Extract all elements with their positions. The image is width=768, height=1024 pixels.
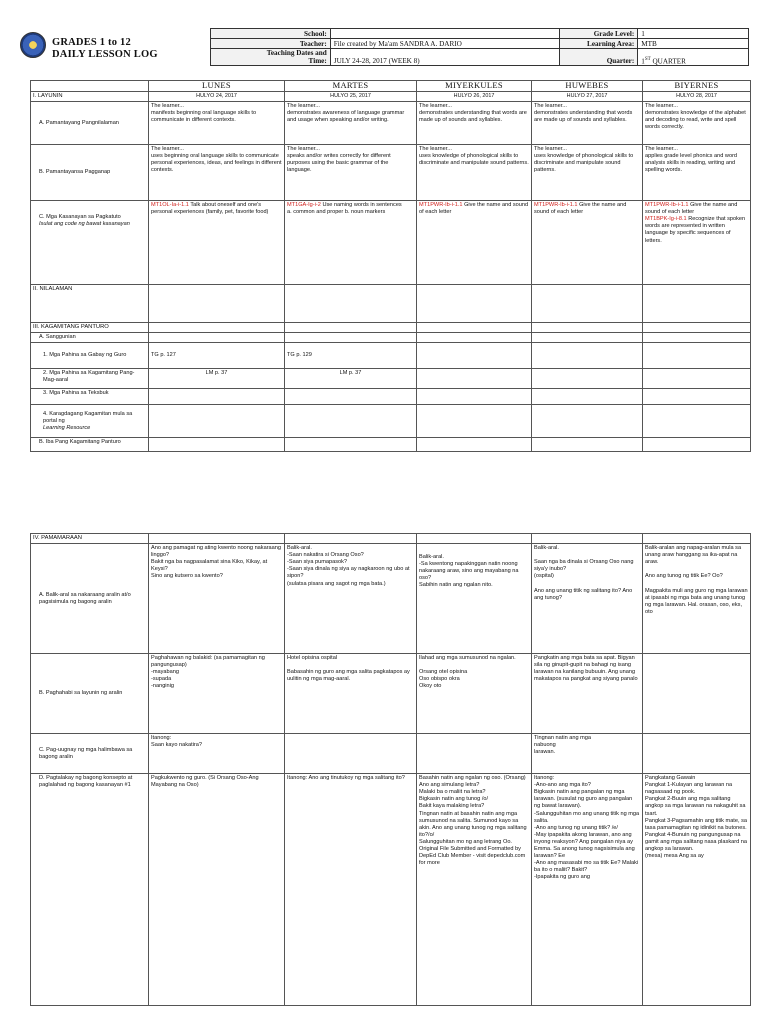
table-cell: The learner... demonstrates awareness of language grammar and usage when speaking and/or writing. [285,102,417,145]
section-pamamaraan: IV. PAMAMARAAN [31,534,149,544]
day-header: MARTES [285,81,417,92]
row-label: C. Mga Kasanayan sa Pagkatuto Isulat ang code ng bawat kasanayan [31,201,149,285]
table-cell: Hotel opisina ospital Babasahin ng guro ang mga salita pagkatapos ay uulitin ng mga mag-aaral. [285,654,417,734]
learning-area-label: Learning Area: [560,39,638,49]
row-label: B. Pamantayansa Pagganap [31,145,149,201]
table-cell: Itanong: Saan kayo nakatira? [149,734,285,774]
table-row [31,544,751,654]
table-cell: Balik-aral. -Saan nakatira si Orsang Oso? -Saan siya pumapasok? -Saan siya dinala ng siya ay nagkaroon ng ubo at sipon? (sulatsa pisara ang sagot ng mga bata.) [285,544,417,654]
table-cell: Ano ang pamagat ng ating kwento noong nakaraang linggo? Bakit nga ba nagpasalamat sina Kiko, Kikay, at Keysi? Sino ang kutsero sa kwento? [149,544,285,654]
row-label: A. Balik-aral sa nakaraang aralin at/o pagsisimula ng bagong aralin [31,544,149,654]
table-cell: Balik-aral. -Sa kwentong napakinggan natin noong nakaraang araw, sino ang mayabang na oso? Sabihin natin ang ngalan nito. [417,544,532,654]
table-cell: Pangkatang Gawain Pangkat 1-Kulayan ang larawan na nagsasaad ng pook. Pangkat 2-Buuin ang mga salitang angkop sa mga larawan na nakaguhit sa tsart. Pangkat 3-Pagsamahin ang titik mate, sa tasa pamamagitan ng idinikit na butones. Pangkat 4-Bunuin ng pangungusap na gamit ang mga salitang nasa plaskard na angkop sa larawan. (mesa) mesa Ang sa ay [643,774,751,1006]
table-row [31,323,751,333]
row-label: 1. Mga Pahina sa Gabay ng Guro [31,343,149,369]
day-header-row [31,81,751,92]
teacher-value: File created by Ma'am SANDRA A. DARIO [330,39,560,49]
table-cell: Tingnan natin ang mga nabuong larawan. [532,734,643,774]
table-cell: Balik-aral. Saan nga ba dinala si Orsang Oso nang siya'y inubo? (ospital) Ano ang unang titik ng salitang ito? Ano ang tunog? [532,544,643,654]
table-row [31,774,751,1006]
grade-level-value: 1 [638,29,749,39]
table-cell: Pangkatin ang mga bata sa apat. Bigyan sila ng ginupit-gupit na bahagi ng isang larawan na kanilang bubuuin. Ang unang makatapos na pangkat ang siyang panalo [532,654,643,734]
table-row [31,405,751,438]
row-label: 4. Karagdagang Kagamitan mula sa portal ng Learning Resource [31,405,149,438]
table-cell: Itanong: -Ano-ano ang mga ito? Bigkasin natin ang pangalan ng mga larawan. (susulat ng guro ang pangalan ng bawat larawan). -Salungguhitan mo ang unang titik ng mga salita. -Ano ang tunog ng unang titik? /e/ -May ipapakita akong larawan, ano ang inyong reaksyon? Ang pangalan niya ay Emma. Sa anong tunog nagsisimula ang larawan? Ee -Ano ang masasabi mo sa titik Ee? Malaki ba ito o maliit? Bakit? -Ipapakita ng guro ang [532,774,643,1006]
row-label: C. Pag-uugnay ng mga halimbawa sa bagong aralin [31,734,149,774]
table-cell: The learner... demonstrates knowledge of the alphabet and decoding to read, write and spell words correctly. [643,102,751,145]
date-cell: HULYO 27, 2017 [532,92,643,102]
row-label: A. Sanggunian [31,333,149,343]
row-label: B. Paghahabi sa layunin ng aralin [31,654,149,734]
lesson-log-header [18,28,749,72]
day-header: HUWEBES [532,81,643,92]
table-cell: The learner... manifests beginning oral language skills to communicate in different contexts. [149,102,285,145]
section-nilalaman: II. NILALAMAN [31,285,149,323]
brand-title: GRADES 1 to 12 DAILY LESSON LOG [52,37,158,60]
row-label: B. Iba Pang Kagamitang Panturo [31,438,149,452]
table-row [31,201,751,285]
table-cell: The learner... speaks and/or writes correctly for different purposes using the basic grammar of the language. [285,145,417,201]
teaching-dates-label: Teaching Dates and Time: [211,49,331,66]
table-row [31,285,751,323]
table-cell: The learner... demonstrates understanding that words are made up of sounds and syllables. [532,102,643,145]
table-cell [417,734,532,774]
learning-area-value: MTB [638,39,749,49]
table-cell: LM p. 37 [149,369,285,389]
table-cell: MT1GA-Ig-i-2 Use naming words in sentences a. common and proper b. noun markers [285,201,417,285]
table-row [31,438,751,452]
table-cell: TG p. 129 [285,343,417,369]
table-cell: MT1PWR-Ib-i-1.1 Give the name and sound of each letter [417,201,532,285]
table-row [31,145,751,201]
table-cell: LM p. 37 [285,369,417,389]
section-kagamitan: III. KAGAMITANG PANTURO [31,323,149,333]
date-cell: HULYO 28, 2017 [643,92,751,102]
table-row [31,534,751,544]
deped-seal-icon [20,32,46,58]
teacher-label: Teacher: [211,39,331,49]
date-cell: HULYO 24, 2017 [149,92,285,102]
table-row [31,102,751,145]
table-row [31,343,751,369]
table-cell [643,734,751,774]
table-cell: Pagkukwento ng guro. (Si Orsang Oso-Ang Mayabang na Oso) [149,774,285,1006]
date-cell: HULYO 25, 2017 [285,92,417,102]
row-label: A. Pamantayang Pangnilalaman [31,102,149,145]
date-row [31,92,751,102]
table-cell: The learner... uses knowledge of phonological skills to discriminate and manipulate sound patterns. [532,145,643,201]
table-cell: MT1PWR-Ib-i-1.1 Give the name and sound of each letter MT1BPK-Ig-i-8.1 Recognize that spoken words are represented in written language by specific sequences of letters. [643,201,751,285]
table-cell: The learner... uses knowledge of phonological skills to discriminate and manipulate sound patterns. [417,145,532,201]
table-cell: TG p. 127 [149,343,285,369]
table-row [31,389,751,405]
table-cell: Basahin natin ang ngalan ng oso. (Orsang) Ano ang simulang letra? Malaki ba o maliit na letra? Bigkasin natin ang tunog /o/ Bakit kaya malaking letra? Tingnan natin at basahin natin ang mga sumusunod na salita. Sumunod kayo sa akin. Ano ang unang tunog ng mga salitang ito?/o/ Salungguhitan mo ng ang letrang Oo. Original File Submitted and Formatted by DepEd Club Member - visit depedclub.com for more [417,774,532,1006]
header-info-table [210,28,749,66]
quarter-label: Quarter: [560,49,638,66]
table-row [31,333,751,343]
table-cell: The learner... applies grade level phonics and word analysis skills in reading, writing and spelling words. [643,145,751,201]
table-cell: Itanong: Ano ang tinutukoy ng mga salitang ito? [285,774,417,1006]
day-header: MIYERKULES [417,81,532,92]
table-cell: The learner... demonstrates understanding that words are made up of sounds and syllables. [417,102,532,145]
grade-level-label: Grade Level: [560,29,638,39]
day-header: LUNES [149,81,285,92]
table-cell: MT1OL-Ia-i-1.1 Talk about oneself and one's personal experiences (family, pet, favorite food) [149,201,285,285]
row-label: 3. Mga Pahina sa Teksbuk [31,389,149,405]
section-layunin: I. LAYUNIN [31,92,149,102]
school-label: School: [211,29,331,39]
table-cell: The learner... uses beginning oral language skills to communicate personal experiences, ideas, and feelings in different contexts. [149,145,285,201]
lesson-grid-part2 [30,533,751,1006]
table-cell [643,654,751,734]
table-cell: MT1PWR-Ib-i-1.1 Give the name and sound of each letter [532,201,643,285]
table-cell: Paghahawan ng balakid: (sa pamamagitan ng pangungusap) -mayabang -supada -nanginig [149,654,285,734]
school-value [330,29,560,39]
table-cell: Balik-aralan ang napag-aralan mula sa unang araw hanggang sa ika-apat na araw. Ano ang tunog ng titik Ee? Oo? Magpakita muli ang guro ng mga larawan at ipasabi ng mga bata ang unang tunog ng mga larawan. Hal. orasan, oso, eks, oto [643,544,751,654]
table-cell: Ilahad ang mga sumusunod na ngalan. Orsang otel opisina Oso obispo okra Okoy oto [417,654,532,734]
table-row [31,369,751,389]
table-row [31,654,751,734]
quarter-value: 1ST QUARTER [638,49,749,66]
teaching-dates-value: JULY 24-28, 2017 (WEEK 8) [330,49,560,66]
table-cell [285,734,417,774]
lesson-grid-part1 [30,80,751,452]
row-label: D. Pagtalakay ng bagong konsepto at paglalahad ng bagong kasanayan #1 [31,774,149,1006]
table-row [31,734,751,774]
day-header: BIYERNES [643,81,751,92]
row-label: 2. Mga Pahina sa Kagamitang Pang-Mag-aaral [31,369,149,389]
date-cell: HULYO 26, 2017 [417,92,532,102]
